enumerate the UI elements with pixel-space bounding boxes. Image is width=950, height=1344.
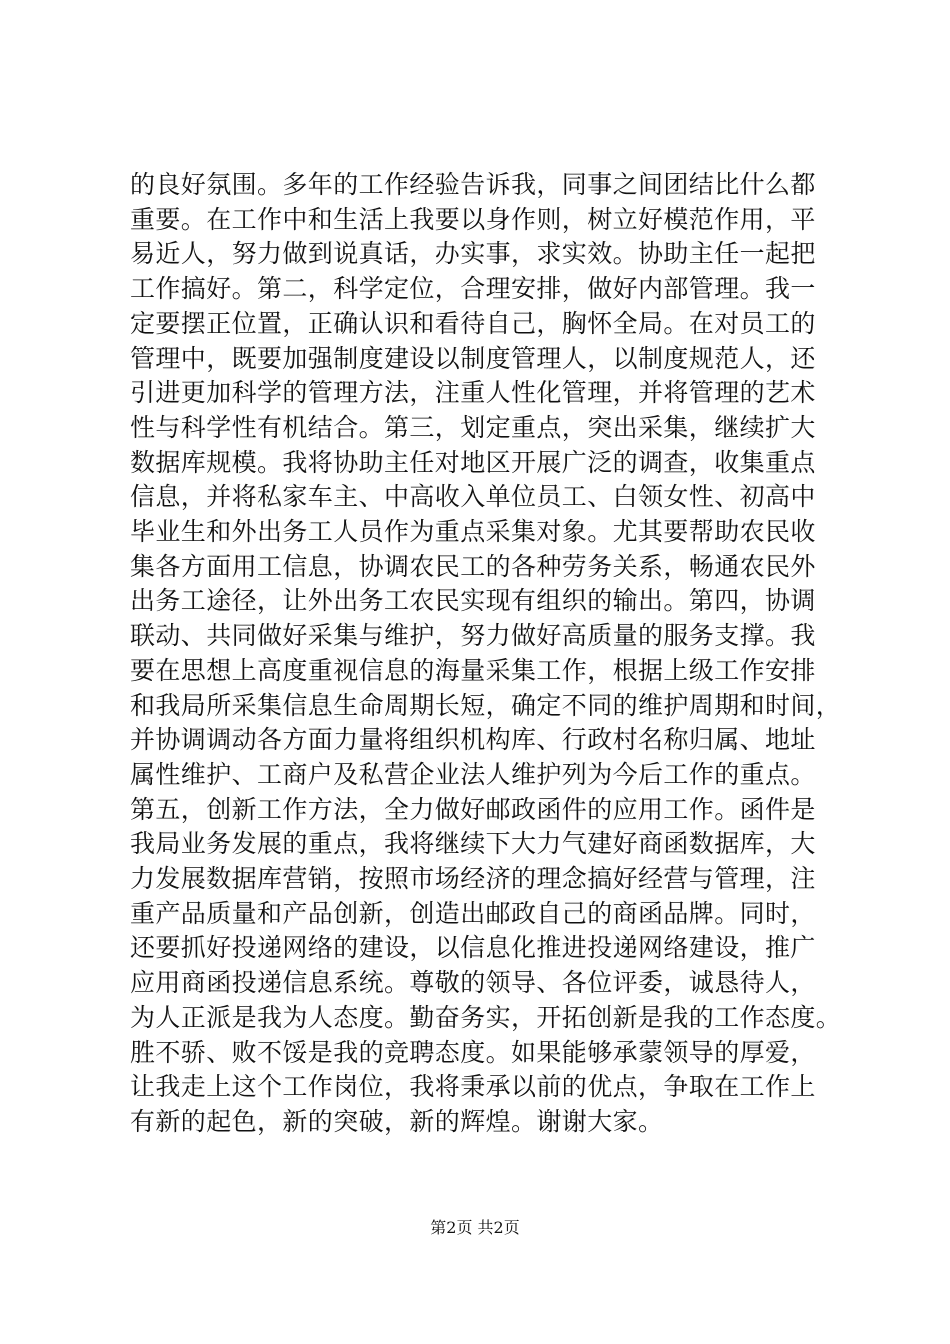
- text-line: 并协调调动各方面力量将组织机构库、行政村名称归属、地址: [130, 725, 816, 755]
- text-line: 的良好氛围。多年的工作经验告诉我，同事之间团结比什么都: [130, 170, 816, 199]
- text-line: 重产品质量和产品创新，创造出邮政自己的商函品牌。同时，: [130, 898, 816, 928]
- text-line: 重要。在工作中和生活上我要以身作则，树立好模范作用，平: [130, 204, 816, 234]
- text-line: 力发展数据库营销，按照市场经济的理念搞好经营与管理，注: [130, 864, 816, 894]
- text-line: 和我局所采集信息生命周期长短，确定不同的维护周期和时间，: [130, 690, 842, 720]
- text-line: 管理中，既要加强制度建设以制度管理人，以制度规范人，还: [130, 343, 816, 373]
- text-line: 要在思想上高度重视信息的海量采集工作，根据上级工作安排: [130, 655, 816, 685]
- text-line: 性与科学性有机结合。第三，划定重点，突出采集，继续扩大: [130, 412, 816, 442]
- text-line: 集各方面用工信息，协调农民工的各种劳务关系，畅通农民外: [130, 551, 816, 581]
- text-line: 为人正派是我为人态度。勤奋务实，开拓创新是我的工作态度。: [130, 1002, 842, 1032]
- text-line: 联动、共同做好采集与维护，努力做好高质量的服务支撑。我: [130, 621, 816, 651]
- body-paragraph: [130, 168, 840, 1140]
- text-line: 出务工途径，让外出务工农民实现有组织的输出。第四，协调: [130, 586, 816, 616]
- page-number-footer: 第2页 共2页: [430, 1218, 520, 1237]
- text-line: 让我走上这个工作岗位，我将秉承以前的优点，争取在工作上: [130, 1072, 816, 1102]
- text-line: 应用商函投递信息系统。尊敬的领导、各位评委，诚恳待人，: [130, 968, 816, 998]
- text-line: 第五，创新工作方法，全力做好邮政函件的应用工作。函件是: [130, 794, 816, 824]
- text-line: 工作搞好。第二，科学定位，合理安排，做好内部管理。我一: [130, 274, 816, 304]
- text-line: 毕业生和外出务工人员作为重点采集对象。尤其要帮助农民收: [130, 517, 816, 547]
- text-line: 有新的起色，新的突破，新的辉煌。谢谢大家。: [130, 1106, 664, 1136]
- text-line: 易近人，努力做到说真话，办实事，求实效。协助主任一起把: [130, 239, 816, 269]
- text-line: 数据库规模。我将协助主任对地区开展广泛的调查，收集重点: [130, 447, 816, 477]
- text-line: 信息，并将私家车主、中高收入单位员工、白领女性、初高中: [130, 482, 816, 512]
- text-line: 引进更加科学的管理方法，注重人性化管理，并将管理的艺术: [130, 378, 816, 408]
- text-line: 属性维护、工商户及私营企业法人维护列为今后工作的重点。: [130, 759, 816, 789]
- text-line: 还要抓好投递网络的建设，以信息化推进投递网络建设，推广: [130, 933, 816, 963]
- text-line: 胜不骄、败不馁是我的竞聘态度。如果能够承蒙领导的厚爱，: [130, 1037, 816, 1067]
- text-line: 定要摆正位置，正确认识和看待自己，胸怀全局。在对员工的: [130, 308, 816, 338]
- text-line: 我局业务发展的重点，我将继续下大力气建好商函数据库，大: [130, 829, 816, 859]
